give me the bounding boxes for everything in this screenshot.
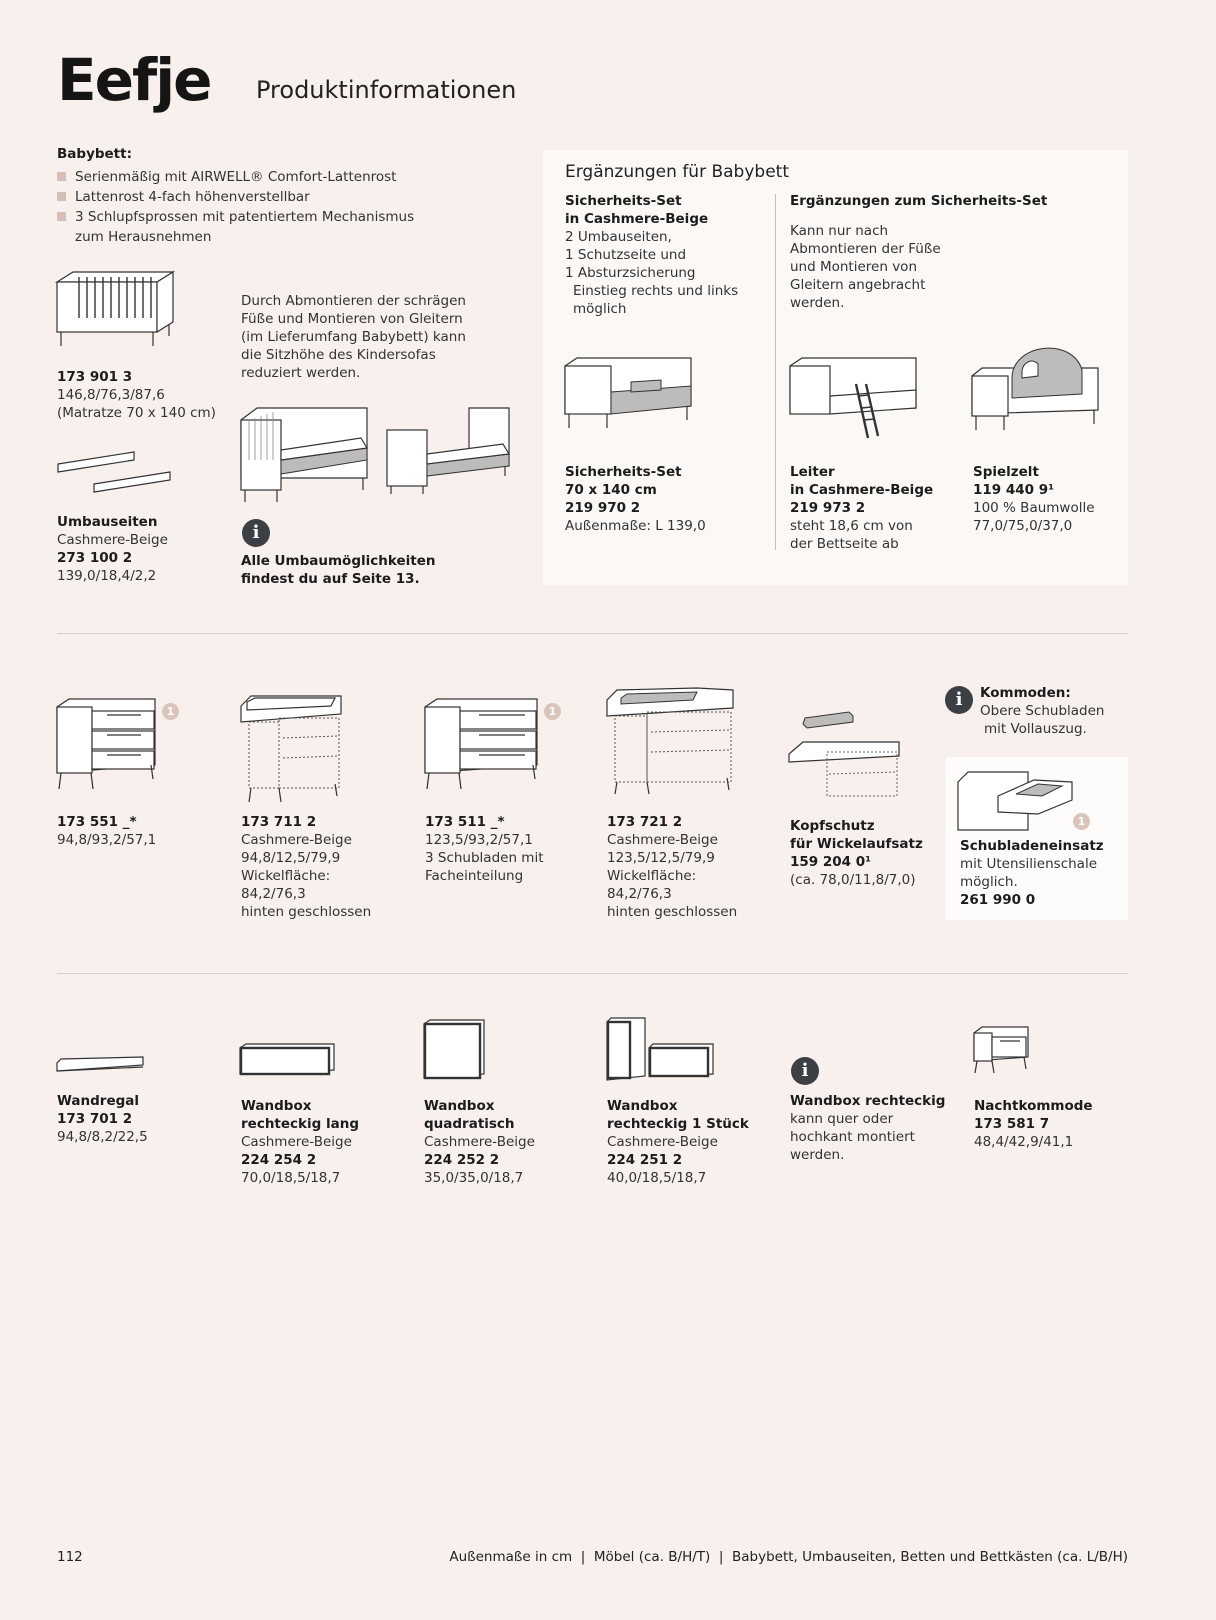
- wandbox-color: Cashmere-Beige: [607, 1134, 718, 1150]
- umbauseiten-illustration: [58, 452, 173, 492]
- babybett-dims: 146,8/76,3/87,6: [57, 387, 165, 403]
- kindersofa-illustration: [241, 404, 521, 514]
- badge-icon: 1: [544, 703, 561, 720]
- kommode-line: Wickelfläche:: [607, 868, 697, 884]
- kommode-gross-wickel-illustration: [607, 684, 737, 799]
- kommode-number: 173 511 _*: [425, 814, 505, 830]
- feature-item: Serienmäßig mit AIRWELL® Comfort-Lattenrost: [57, 167, 437, 187]
- einsatz-number: 261 990 0: [960, 892, 1036, 908]
- einsatz-name: Schubladeneinsatz: [960, 838, 1104, 854]
- kommoden-info-title: Kommoden:: [980, 685, 1071, 701]
- badge-icon: 1: [162, 703, 179, 720]
- wand-info-title: Wandbox rechteckig: [790, 1093, 946, 1109]
- wandbox-dims: 35,0/35,0/18,7: [424, 1170, 524, 1186]
- wandbox-dims: 40,0/18,5/18,7: [607, 1170, 707, 1186]
- umbau-description: Durch Abmontieren der schrägen Füße und Montieren von Gleitern (im Lieferumfang Babybett) kann die Sitzhöhe des Kindersofas reduziert werden.: [241, 293, 466, 381]
- spielzelt-illustration: [972, 336, 1102, 446]
- kommode-line: 84,2/76,3: [607, 886, 672, 902]
- set-line: 2 Umbauseiten,: [565, 229, 672, 245]
- kopfschutz-name: Kopfschutz: [790, 818, 875, 834]
- einsatz-line: möglich.: [960, 874, 1018, 890]
- badge-icon: 1: [1073, 813, 1090, 830]
- wandbox-color: Cashmere-Beige: [241, 1134, 352, 1150]
- wandbox-color: Cashmere-Beige: [424, 1134, 535, 1150]
- wandbox-stueck-illustration: [607, 1018, 715, 1080]
- panel-divider: [775, 194, 776, 550]
- nachtkommode-name: Nachtkommode: [974, 1098, 1093, 1114]
- umbauseiten-color: Cashmere-Beige: [57, 532, 168, 548]
- umbauseiten-dims: 139,0/18,4/2,2: [57, 568, 157, 584]
- wand-info-line: werden.: [790, 1147, 845, 1163]
- wandbox-number: 224 252 2: [424, 1152, 500, 1168]
- sicherheits-set-illustration: [565, 356, 695, 436]
- kommode-line: Cashmere-Beige: [607, 832, 718, 848]
- wandbox-dims: 70,0/18,5/18,7: [241, 1170, 341, 1186]
- wandbox-name2: quadratisch: [424, 1116, 515, 1132]
- feature-item: Lattenrost 4-fach höhenverstellbar: [57, 187, 437, 207]
- kommode-number: 173 721 2: [607, 814, 683, 830]
- kommode-line: 94,8/93,2/57,1: [57, 832, 157, 848]
- wandbox-quadratisch-illustration: [424, 1020, 486, 1080]
- set-line: 1 Absturzsicherung: [565, 265, 696, 281]
- set-line: möglich: [573, 301, 627, 317]
- info-icon: i: [242, 519, 270, 547]
- section-divider: [57, 973, 1128, 974]
- wandbox-number: 224 251 2: [607, 1152, 683, 1168]
- product-name2: 70 x 140 cm: [565, 482, 657, 498]
- kommode-line: 123,5/12,5/79,9: [607, 850, 715, 866]
- page-number: 112: [57, 1549, 83, 1565]
- kopfschutz-name2: für Wickelaufsatz: [790, 836, 923, 852]
- info-icon: i: [791, 1057, 819, 1085]
- wandbox-name2: rechteckig 1 Stück: [607, 1116, 749, 1132]
- wandbox-lang-illustration: [240, 1042, 335, 1077]
- kommode-line: hinten geschlossen: [607, 904, 738, 920]
- kommode-number: 173 551 _*: [57, 814, 137, 830]
- kopfschutz-dims: (ca. 78,0/11,8/7,0): [790, 872, 916, 888]
- kommode-line: 84,2/76,3: [241, 886, 306, 902]
- product-line: Außenmaße: L 139,0: [565, 518, 706, 534]
- kommode-illustration: [57, 697, 167, 792]
- babybett-illustration: [57, 268, 177, 348]
- kommode-line: Wickelfläche:: [241, 868, 331, 884]
- wandregal-name: Wandregal: [57, 1093, 140, 1109]
- page-subtitle: Produktinformationen: [256, 76, 517, 104]
- set-line: Einstieg rechts und links: [573, 283, 739, 299]
- product-number: 219 970 2: [565, 500, 641, 516]
- ext-heading: Ergänzungen zum Sicherheits-Set: [790, 193, 1048, 209]
- brand-title: Eefje: [57, 46, 211, 114]
- leiter-illustration: [790, 356, 920, 446]
- product-name2: in Cashmere-Beige: [790, 482, 934, 498]
- wandbox-name2: rechteckig lang: [241, 1116, 360, 1132]
- feature-item: 3 Schlupfsprossen mit patentiertem Mechanismus zum Herausnehmen: [57, 207, 437, 247]
- einsatz-line: mit Utensilienschale: [960, 856, 1098, 872]
- wandregal-illustration: [57, 1055, 147, 1080]
- kommode-line: 123,5/93,2/57,1: [425, 832, 533, 848]
- set-line: 1 Schutzseite und: [565, 247, 687, 263]
- babybett-heading: Babybett:: [57, 146, 132, 162]
- babybett-number: 173 901 3: [57, 369, 133, 385]
- kopfschutz-number: 159 204 0¹: [790, 854, 872, 870]
- kommode-wickel-illustration: [241, 692, 351, 807]
- product-name: Sicherheits-Set: [565, 464, 682, 480]
- wandregal-dims: 94,8/8,2/22,5: [57, 1129, 148, 1145]
- product-line: 100 % Baumwolle: [973, 500, 1095, 516]
- footer-note: Außenmaße in cm | Möbel (ca. B/H/T) | Babybett, Umbauseiten, Betten und Bettkästen (ca. L/B/H): [449, 1549, 1128, 1565]
- info-icon: i: [945, 686, 973, 714]
- product-name: Leiter: [790, 464, 835, 480]
- kommode-line: hinten geschlossen: [241, 904, 372, 920]
- kommode-number: 173 711 2: [241, 814, 317, 830]
- product-number: 219 973 2: [790, 500, 866, 516]
- nachtkommode-illustration: [974, 1025, 1034, 1080]
- wandbox-name: Wandbox: [241, 1098, 312, 1114]
- set-heading1: Sicherheits-Set: [565, 193, 682, 209]
- kommode-gross-illustration: [425, 697, 545, 792]
- umbauseiten-name: Umbauseiten: [57, 514, 158, 530]
- umbauseiten-number: 273 100 2: [57, 550, 133, 566]
- wandbox-name: Wandbox: [607, 1098, 678, 1114]
- product-name: Spielzelt: [973, 464, 1039, 480]
- umbau-info-line1: Alle Umbaumöglichkeiten: [241, 553, 436, 569]
- wand-info-line: hochkant montiert: [790, 1129, 915, 1145]
- set-heading2: in Cashmere-Beige: [565, 211, 709, 227]
- kommode-line: Facheinteilung: [425, 868, 524, 884]
- kommoden-info-line: Obere Schubladen: [980, 703, 1105, 719]
- ext-text: Kann nur nach Abmontieren der Füße und Montieren von Gleitern angebracht werden.: [790, 223, 941, 311]
- wandregal-number: 173 701 2: [57, 1111, 133, 1127]
- wandbox-name: Wandbox: [424, 1098, 495, 1114]
- section-divider: [57, 633, 1128, 634]
- panel-title: Ergänzungen für Babybett: [565, 162, 789, 182]
- babybett-features: [57, 167, 437, 247]
- umbau-info-line2: findest du auf Seite 13.: [241, 571, 420, 587]
- product-number: 119 440 9¹: [973, 482, 1055, 498]
- nachtkommode-dims: 48,4/42,9/41,1: [974, 1134, 1074, 1150]
- kommode-line: 3 Schubladen mit: [425, 850, 544, 866]
- schubladeneinsatz-illustration: [958, 770, 1078, 830]
- kommoden-info-line: mit Vollauszug.: [984, 721, 1087, 737]
- kommode-line: 94,8/12,5/79,9: [241, 850, 341, 866]
- kommode-line: Cashmere-Beige: [241, 832, 352, 848]
- babybett-mattress: (Matratze 70 x 140 cm): [57, 405, 216, 421]
- product-line: steht 18,6 cm von: [790, 518, 913, 534]
- wand-info-line: kann quer oder: [790, 1111, 894, 1127]
- wandbox-number: 224 254 2: [241, 1152, 317, 1168]
- ergaenzungen-panel: [543, 150, 1128, 585]
- product-line: der Bettseite ab: [790, 536, 899, 552]
- nachtkommode-number: 173 581 7: [974, 1116, 1050, 1132]
- product-line: 77,0/75,0/37,0: [973, 518, 1073, 534]
- kopfschutz-illustration: [789, 712, 904, 807]
